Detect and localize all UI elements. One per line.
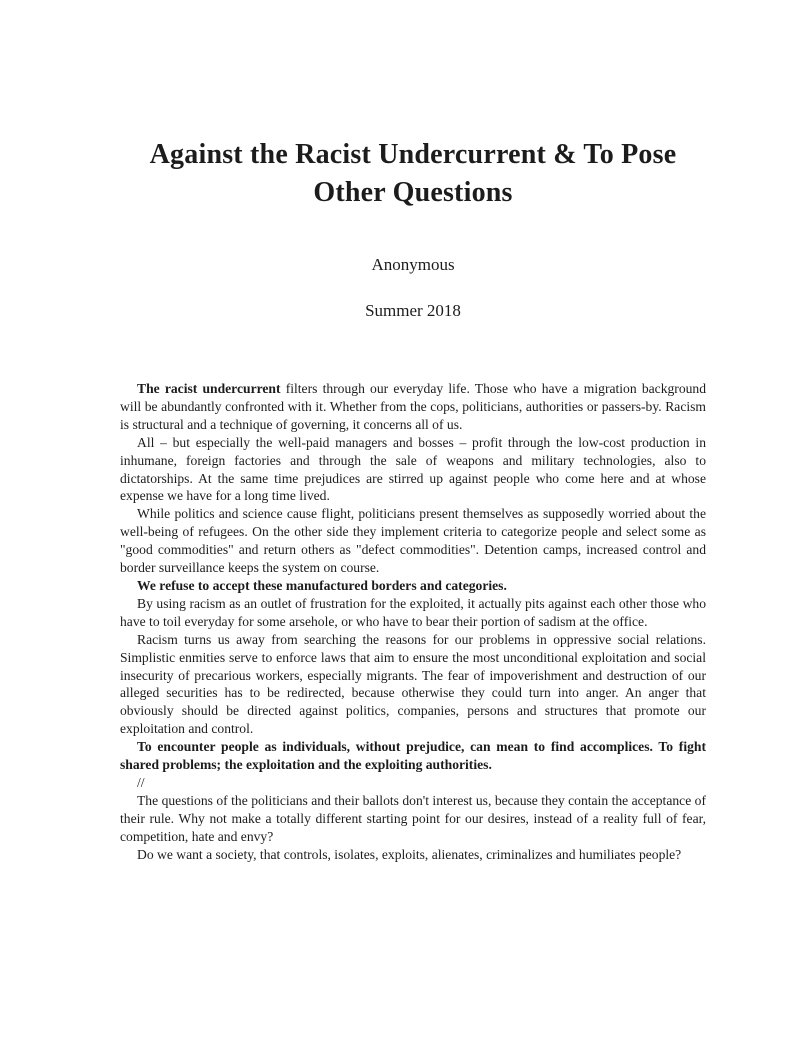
- document-title: Against the Racist Undercurrent & To Pose Other Questions: [149, 139, 677, 208]
- paragraph: Do we want a society, that controls, isolates, exploits, alienates, criminalizes and humiliates people?: [137, 846, 682, 862]
- document-author: Anonymous: [371, 255, 455, 274]
- paragraph-bold: To encounter people as individuals, without prejudice, can mean to find accomplices. To fight shared problems; the exploitation and the exploiting authorities.: [120, 739, 706, 773]
- document-body: [120, 380, 706, 863]
- paragraph-bold: We refuse to accept these manufactured borders and categories.: [137, 577, 507, 593]
- paragraph: While politics and science cause flight, politicians present themselves as supposedly worried about the well-being of refugees. On the other side they implement criteria to categorize people and select some as "good commodities" and return others as "defect commodities". Detention camps, increased control and border surveillance keeps the system on course.: [120, 506, 706, 576]
- paragraph-text: filters through our everyday life. Those who have a migration background will be abundantly confronted with it. Whether from the cops, politicians, authorities or passers-by. Racism is structural and a technique of governing, it concerns all of us.: [120, 381, 707, 432]
- slash-separator: //: [137, 774, 145, 790]
- paragraph: [120, 380, 706, 434]
- document-content: [120, 136, 706, 863]
- document-date: Summer 2018: [365, 301, 461, 320]
- paragraph: All – but especially the well-paid managers and bosses – profit through the low-cost production in inhumane, foreign factories and through the sale of weapons and military technologies, also to dictatorships. At the same time prejudices are stirred up against people who come here and at whose expense we have for a long time lived.: [120, 434, 706, 504]
- paragraph: By using racism as an outlet of frustration for the exploited, it actually pits against each other those who have to toil everyday for some arsehole, or who have to bear their portion of sadism at the office.: [120, 595, 706, 629]
- paragraph: Racism turns us away from searching the reasons for our problems in oppressive social relations. Simplistic enmities serve to enforce laws that aim to ensure the most unconditional exploitation and social insecurity of precarious workers, especially migrants. The fear of impoverishment and destruction of our alleged securities has to be redirected, because otherwise they could turn into anger. An anger that obviously should be directed against politics, companies, persons and structures that promote our exploitation and control.: [120, 631, 706, 737]
- paragraph: The questions of the politicians and their ballots don't interest us, because they contain the acceptance of their rule. Why not make a totally different starting point for our desires, instead of a reality full of fear, competition, hate and envy?: [120, 792, 706, 844]
- paragraph-lead-bold: The racist undercurrent: [137, 381, 281, 396]
